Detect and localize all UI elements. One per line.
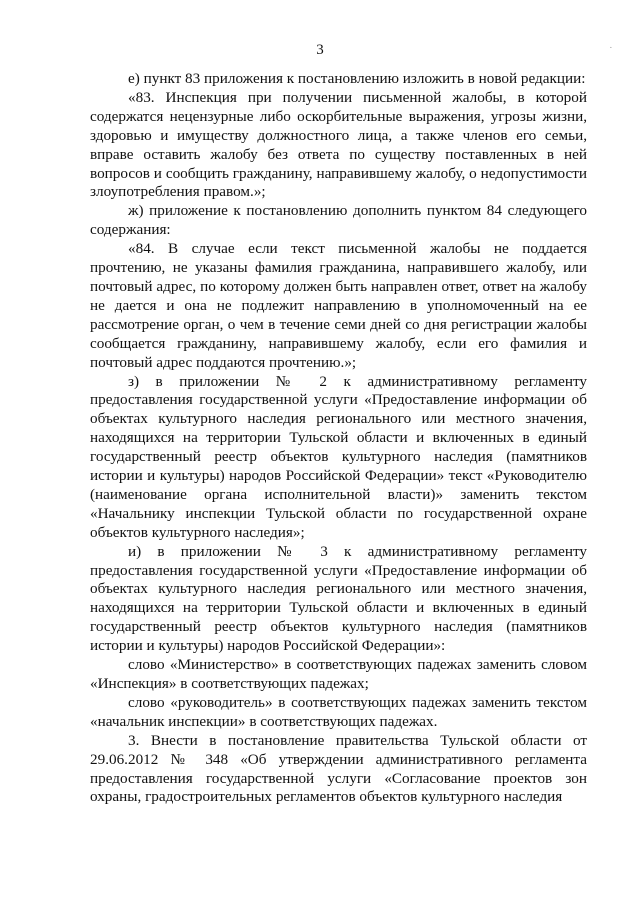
paragraph-section-3: 3. Внести в постановление правительства Тульской области от 29.06.2012 № 348 «Об утверждении административного регламента предоставления государственной услуги «Согласование проектов зон охраны, градостроительных регламентов объектов культурного наследия: [90, 731, 587, 806]
document-body: [90, 70, 587, 807]
corner-mark: .: [609, 40, 612, 50]
paragraph-item-e: е) пункт 83 приложения к постановлению изложить в новой редакции:: [128, 70, 586, 87]
paragraph-item-z: з) в приложении № 2 к административному регламенту предоставления государственной услуги «Предоставление информации об объектах культурного наследия регионального или местного значения, находящихся на территории Тульской области и включенных в единый государственный реестр объектов культурного наследия (памятников истории и культуры) народов Российской Федерации» текст «Руководителю (наименование органа исполнительной власти)» заменить текстом «Начальнику инспекции Тульской области по государственной охране объектов культурного наследия»;: [90, 372, 587, 541]
paragraph-point-83: «83. Инспекция при получении письменной жалобы, в которой содержатся нецензурные либо оскорбительные выражения, угрозы жизни, здоровью и имуществу должностного лица, а также членов его семьи, вправе оставить жалобу без ответа по существу поставленных в ней вопросов и сообщить гражданину, направившему жалобу, о недопустимости злоупотребления правом.»;: [90, 88, 587, 201]
paragraph-item-zh: ж) приложение к постановлению дополнить пунктом 84 следующего содержания:: [90, 202, 587, 239]
paragraph-word-head: слово «руководитель» в соответствующих падежах заменить текстом «начальник инспекции» в соответствующих падежах.: [90, 693, 587, 730]
paragraph-point-84: «84. В случае если текст письменной жалобы не поддается прочтению, не указаны фамилия гражданина, направившего жалобу, или почтовый адрес, по которому должен быть направлен ответ, ответ на жалобу не дается и она не подлежит направлению в уполномоченный на ее рассмотрение орган, о чем в течение семи дней со дня регистрации жалобы сообщается гражданину, направившему жалобу, если его фамилия и почтовый адрес поддаются прочтению.»;: [90, 240, 587, 371]
page-number: 3: [316, 42, 324, 58]
paragraph-word-ministry: слово «Министерство» в соответствующих падежах заменить словом «Инспекция» в соответствующих падежах;: [90, 656, 587, 692]
paragraph-item-i: и) в приложении № 3 к административному регламенту предоставления государственной услуги «Предоставление информации об объектах культурного наследия регионального или местного значения, находящихся на территории Тульской области и включенных в единый государственный реестр объектов культурного наследия (памятников истории и культуры) народов Российской Федерации»:: [90, 542, 587, 655]
